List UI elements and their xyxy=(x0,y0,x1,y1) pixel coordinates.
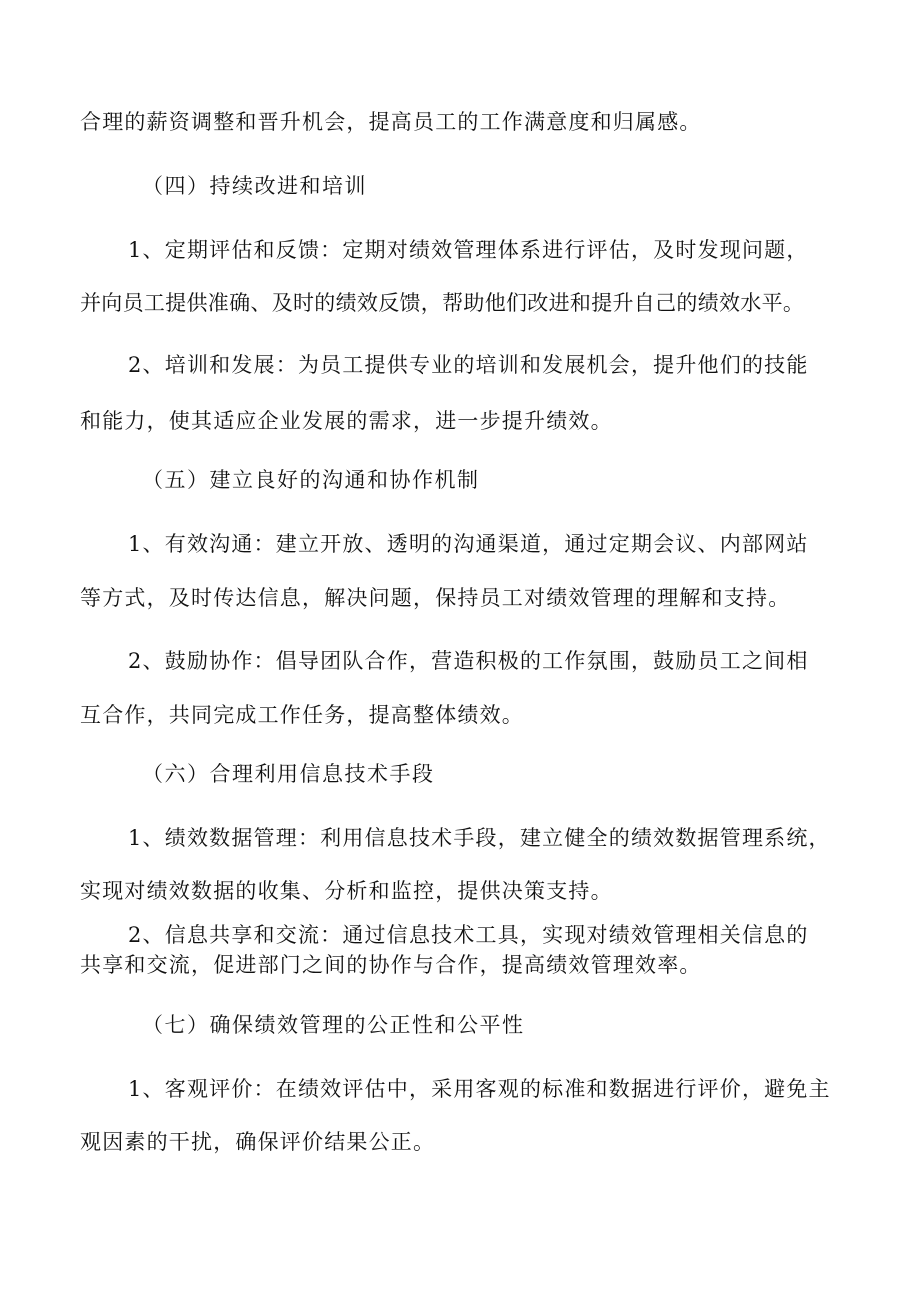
paragraph-line: 1、有效沟通：建立开放、透明的沟通渠道，通过定期会议、内部网站 xyxy=(128,532,809,556)
paragraph-line: 实现对绩效数据的收集、分析和监控，提供决策支持。 xyxy=(80,879,613,903)
paragraph-line: 等方式，及时传达信息，解决问题，保持员工对绩效管理的理解和支持。 xyxy=(80,586,791,610)
paragraph-line: 1、定期评估和反馈：定期对绩效管理体系进行评估，及时发现问题， xyxy=(128,238,809,262)
paragraph-line: 和能力，使其适应企业发展的需求，进一步提升绩效。 xyxy=(80,409,613,433)
paragraph-line: 共享和交流，促进部门之间的协作与合作，提高绩效管理效率。 xyxy=(80,953,702,977)
section-heading: （七）确保绩效管理的公正性和公平性 xyxy=(142,1013,525,1037)
paragraph-line: 2、培训和发展：为员工提供专业的培训和发展机会，提升他们的技能 xyxy=(128,353,809,377)
paragraph-line: 2、信息共享和交流：通过信息技术工具，实现对绩效管理相关信息的 xyxy=(128,923,809,947)
section-heading: （六）合理利用信息技术手段 xyxy=(142,762,435,786)
paragraph-line: 并向员工提供准确、及时的绩效反馈，帮助他们改进和提升自己的绩效水平。 xyxy=(80,291,805,315)
section-heading: （四）持续改进和培训 xyxy=(142,174,367,198)
paragraph-line: 互合作，共同完成工作任务，提高整体绩效。 xyxy=(80,703,524,727)
paragraph-line: 1、绩效数据管理：利用信息技术手段，建立健全的绩效数据管理系统， xyxy=(128,826,831,850)
paragraph-line: 观因素的干扰，确保评价结果公正。 xyxy=(80,1130,436,1154)
paragraph-line: 合理的薪资调整和晋升机会，提高员工的工作满意度和归属感。 xyxy=(80,110,702,134)
paragraph-line: 2、鼓励协作：倡导团队合作，营造积极的工作氛围，鼓励员工之间相 xyxy=(128,649,809,673)
paragraph-line: 1、客观评价：在绩效评估中，采用客观的标准和数据进行评价，避免主 xyxy=(128,1077,831,1101)
section-heading: （五）建立良好的沟通和协作机制 xyxy=(142,468,480,492)
